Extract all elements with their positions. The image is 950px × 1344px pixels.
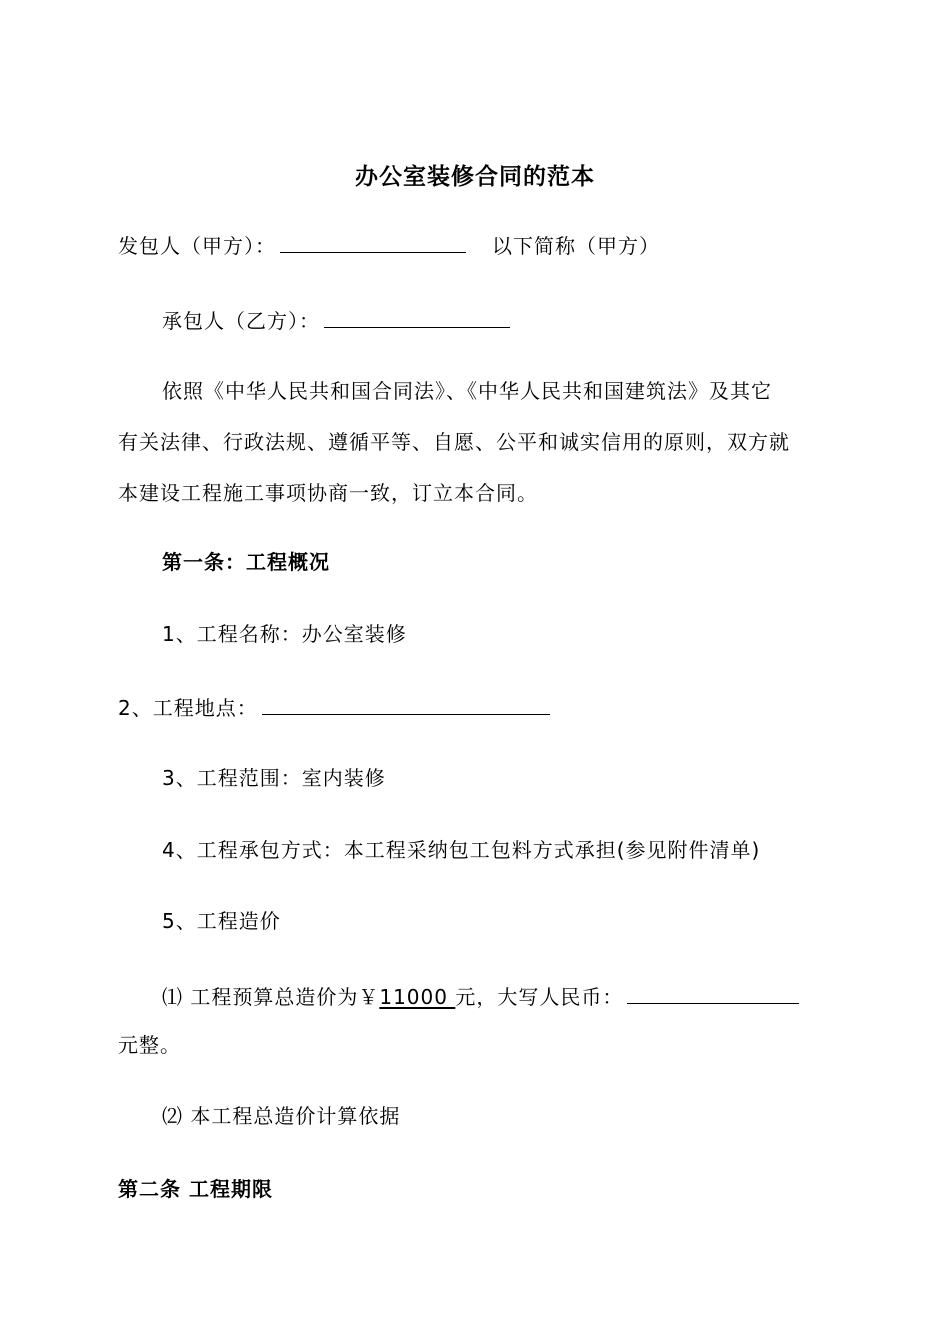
party-b-line <box>162 305 510 335</box>
item-2-line <box>118 692 550 722</box>
item-3: 3、工程范围：室内装修 <box>162 766 386 790</box>
preamble-line-2: 有关法律、行政法规、遵循平等、自愿、公平和诚实信用的原则，双方就 <box>118 430 790 454</box>
price-mid: 元，大写人民币： <box>455 985 624 1009</box>
price-end: 元整。 <box>118 1033 181 1057</box>
preamble-line-3: 本建设工程施工事项协商一致，订立本合同。 <box>118 481 538 505</box>
party-a-label: 发包人（甲方）： <box>118 234 276 258</box>
item-4: 4、工程承包方式：本工程采纳包工包料方式承担(参见附件清单) <box>162 838 761 862</box>
preamble-line-1: 依照《中华人民共和国合同法》、《中华人民共和国建筑法》及其它 <box>162 379 772 403</box>
document-title: 办公室装修合同的范本 <box>355 163 595 190</box>
party-b-blank <box>324 305 510 328</box>
article2-heading: 第二条 工程期限 <box>118 1177 273 1201</box>
item-1: 1、工程名称：办公室装修 <box>162 622 407 646</box>
price-value: 11000 <box>379 985 456 1009</box>
price-words-blank <box>627 981 799 1004</box>
price-prefix: ⑴ 工程预算总造价为￥ <box>162 985 380 1009</box>
article1-heading: 第一条：工程概况 <box>162 550 330 574</box>
party-b-label: 承包人（乙方）： <box>162 309 320 333</box>
price-basis: ⑵ 本工程总造价计算依据 <box>162 1104 401 1128</box>
party-a-suffix: 以下简称（甲方） <box>492 234 660 258</box>
price-line <box>162 981 799 1011</box>
item-2-label: 2、工程地点： <box>118 696 258 720</box>
item-5: 5、工程造价 <box>162 909 281 933</box>
party-a-blank <box>280 230 466 253</box>
item-2-blank <box>262 692 550 715</box>
party-a-line <box>118 230 660 260</box>
